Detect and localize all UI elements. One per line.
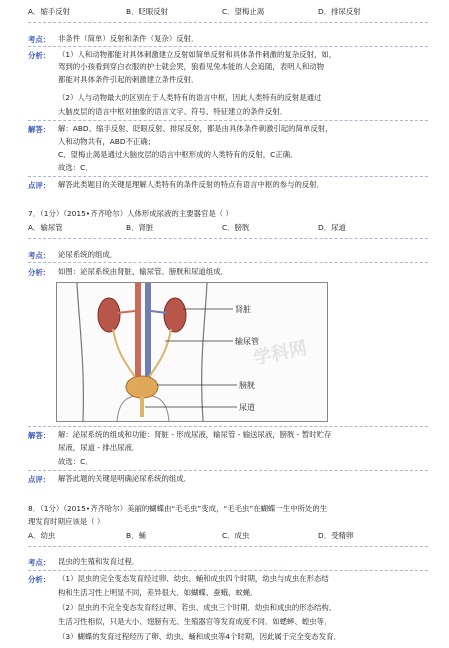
q6-fenxi-tag: 分析： xyxy=(28,51,51,60)
q7-fenxi-tag: 分析： xyxy=(28,268,51,277)
q7-title: 7．（1分）（2015•齐齐哈尔）人体形成尿液的主要器官是（ ） xyxy=(28,209,233,218)
label-urethra: 尿道 xyxy=(239,403,255,412)
separator xyxy=(28,46,428,47)
separator xyxy=(28,238,428,239)
q8-title-line2: 理发育时期应该是（ ） xyxy=(28,517,105,526)
q8-fenxi-line: 生活习性相似，只是大小、翅膀有无、生殖器官等发育成度不同．如蟋蟀、蝗虫等． xyxy=(58,617,332,626)
q6-fenxi-line: （2）人与动物最大的区别在于人类特有的语言中枢，因此人类特有的反射是通过 xyxy=(58,93,322,102)
q7-jieda-tag: 解答： xyxy=(28,431,51,440)
separator xyxy=(28,22,428,23)
q6-jieda-line: C、望梅止渴是通过大脑皮层的语言中枢形成的人类特有的反射，C正确． xyxy=(58,150,298,159)
q8-fenxi-tag: 分析： xyxy=(28,575,51,584)
q7-option-d: D．尿道 xyxy=(318,223,346,232)
q7-option-a: A．输尿管 xyxy=(28,223,63,232)
separator xyxy=(28,426,428,427)
q8-fenxi-line: （1）昆虫的完全变态发育经过卵、幼虫、蛹和成虫四个时期，幼虫与成虫在形态结 xyxy=(58,574,329,583)
separator xyxy=(28,470,428,471)
q7-dianping-tag: 点评： xyxy=(28,475,51,484)
urinary-system-figure xyxy=(56,282,328,422)
q8-fenxi-line: （3）蝴蝶的发育过程经历了卵、幼虫、蛹和成虫等4个时期，因此属于完全变态发育． xyxy=(58,632,341,641)
q8-kaodian-text: 昆虫的生殖和发育过程． xyxy=(58,557,140,566)
label-kidney: 肾脏 xyxy=(235,305,251,314)
q7-dianping-text: 解答此题的关键是明确泌尿系统的组成． xyxy=(58,474,192,483)
q6-option-b: B．眨眼反射 xyxy=(126,7,169,16)
separator xyxy=(28,570,428,571)
q7-option-c: C．膀胱 xyxy=(222,223,250,232)
q7-kaodian-tag: 考点： xyxy=(28,251,51,260)
q6-kaodian-tag: 考点： xyxy=(28,35,51,44)
q6-jieda-tag: 解答： xyxy=(28,125,51,134)
q8-fenxi-line: 构和生活习性上明显不同，差异很大．如蝴蝶、蚕蛾、蚊蝇． xyxy=(58,588,258,597)
label-ureter: 输尿管 xyxy=(235,337,259,346)
q8-option-a: A．幼虫 xyxy=(28,531,56,540)
q6-dianping-tag: 点评： xyxy=(28,181,51,190)
q6-fenxi-line: 驾到的小孩看到穿白衣服的护士就会哭，狼看见兔本能的人会追随，表明人和动物 xyxy=(58,62,325,71)
separator xyxy=(28,546,428,547)
watermark: 学科网 xyxy=(251,337,309,370)
q8-kaodian-tag: 考点： xyxy=(28,558,51,567)
q6-dianping-text: 解答此类题目的关键是理解人类特有的条件反射的特点有语言中枢的参与的反射． xyxy=(58,180,325,189)
q7-fenxi-text: 如图：泌尿系统由肾脏、输尿管、膀胱和尿道组成． xyxy=(58,267,228,276)
q6-option-d: D．排尿反射 xyxy=(318,7,361,16)
q8-fenxi-line: （2）昆虫的不完全变态发育经过卵、若虫、成虫三个时期．幼虫和成虫的形态结构、 xyxy=(58,603,337,612)
q8-option-c: C．成虫 xyxy=(222,531,250,540)
q8-title-line1: 8．（1分）（2015•齐齐哈尔）美丽的蝴蝶由“毛毛虫”变成，“毛毛虫”在蝴蝶一生中所处的生 xyxy=(28,504,328,513)
q6-fenxi-line: 都能对具体条件引起的刺激建立条件反射． xyxy=(58,75,199,84)
q6-jieda-line: 故选：C． xyxy=(58,163,93,172)
q6-jieda-line: 解：ABD、缩手反射、眨眼反射、排尿反射，都是由具体条件刺激引起的简单反射， xyxy=(58,124,333,133)
label-bladder: 膀胱 xyxy=(239,381,255,390)
q7-kaodian-text: 泌尿系统的组成． xyxy=(58,250,118,259)
q6-jieda-line: 人和动物共有，ABD不正确； xyxy=(58,137,156,146)
q7-option-b: B．肾脏 xyxy=(126,223,154,232)
q6-kaodian-text: 非条件（简单）反射和条件（复杂）反射． xyxy=(58,34,199,43)
q6-fenxi-line: （1）人和动物都能对具体刺激建立反射如简单反射和具体条件刺激的复杂反射，如， xyxy=(58,50,337,59)
separator xyxy=(28,176,428,177)
q7-jieda-line: 解：泌尿系统的组成和功能：肾脏 - 形成尿液，输尿管 - 输送尿液，膀胱 - 暂时贮存 xyxy=(58,430,332,439)
q6-option-c: C．望梅止渴 xyxy=(222,7,265,16)
q7-jieda-line: 尿液，尿道 - 排出尿液． xyxy=(58,443,140,452)
q8-option-b: B．蛹 xyxy=(126,531,146,540)
q7-jieda-line: 故选：C． xyxy=(58,457,93,466)
q6-fenxi-line: 大脑皮层的语言中枢对抽象的语言文字、符号、特征建立的条件反射． xyxy=(58,107,288,116)
separator xyxy=(28,120,428,121)
q6-option-a: A．缩手反射 xyxy=(28,7,71,16)
separator xyxy=(28,262,428,263)
q8-option-d: D．受精卵 xyxy=(318,531,354,540)
